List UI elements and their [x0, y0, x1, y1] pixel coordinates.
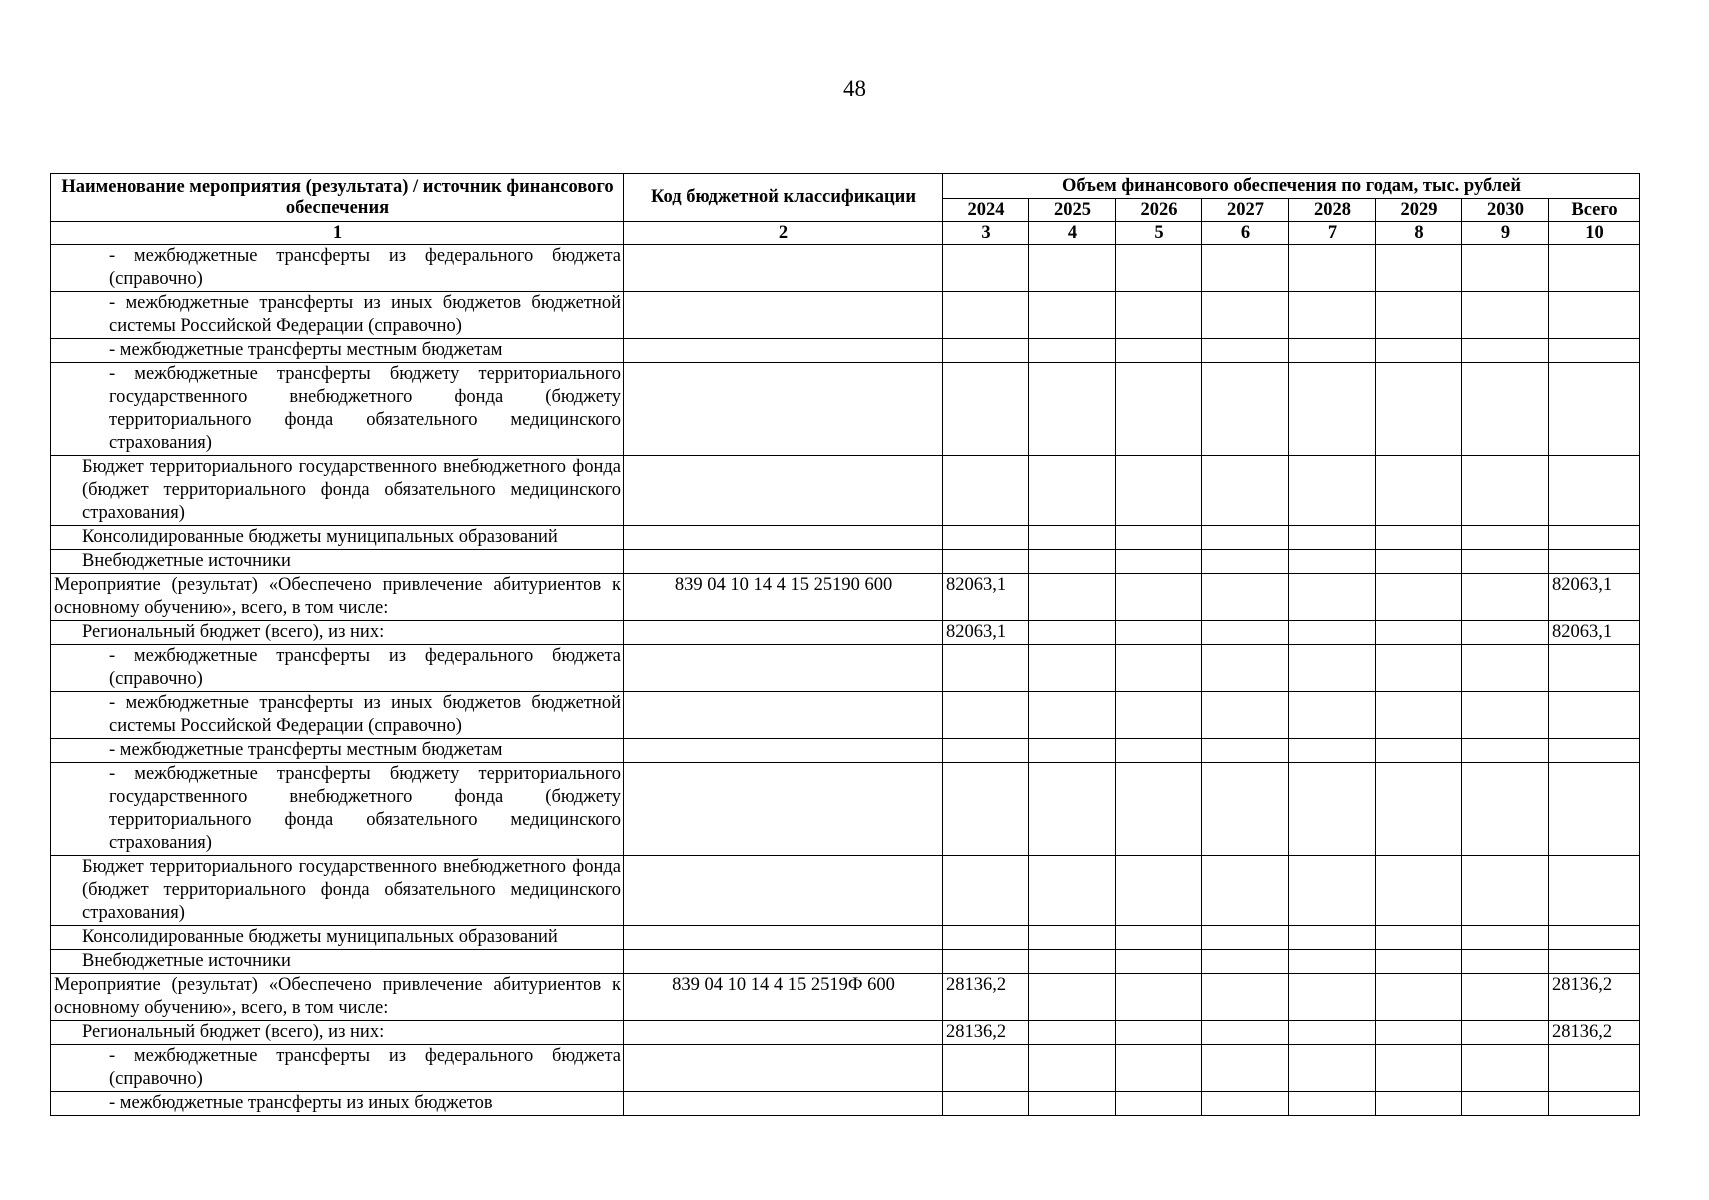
value-cell [1376, 526, 1462, 550]
value-2024 [943, 1092, 1029, 1116]
value-2024: 28136,2 [943, 974, 1029, 1021]
header-year: 2030 [1462, 199, 1549, 222]
value-cell [1289, 692, 1376, 739]
table-row [51, 926, 1640, 950]
table-row [51, 1021, 1640, 1045]
value-cell [1376, 856, 1462, 926]
budget-code [624, 645, 943, 692]
value-cell [1202, 456, 1289, 526]
value-cell [1289, 926, 1376, 950]
value-cell [1376, 550, 1462, 574]
value-cell [1202, 856, 1289, 926]
value-cell [1029, 621, 1116, 645]
value-cell [1462, 763, 1549, 856]
header-year: 2028 [1289, 199, 1376, 222]
table-row [51, 339, 1640, 363]
table-row [51, 856, 1640, 926]
value-cell [1462, 621, 1549, 645]
row-label: Мероприятие (результат) «Обеспечено привлечение абитуриентов к основному обучению», всего, в том числе: [51, 574, 624, 621]
value-2024 [943, 245, 1029, 292]
value-total [1549, 739, 1640, 763]
value-total [1549, 1045, 1640, 1092]
value-2024 [943, 950, 1029, 974]
budget-code [624, 621, 943, 645]
budget-code [624, 1045, 943, 1092]
value-2024: 82063,1 [943, 621, 1029, 645]
row-label: - межбюджетные трансферты из иных бюджетов бюджетной системы Российской Федерации (справочно) [51, 292, 624, 339]
budget-code [624, 363, 943, 456]
value-cell [1116, 292, 1202, 339]
value-cell [1202, 926, 1289, 950]
value-2024 [943, 645, 1029, 692]
value-cell [1116, 1045, 1202, 1092]
budget-code [624, 550, 943, 574]
value-cell [1462, 1021, 1549, 1045]
value-cell [1376, 645, 1462, 692]
budget-code [624, 856, 943, 926]
table-row [51, 245, 1640, 292]
value-cell [1202, 739, 1289, 763]
header-year: 2029 [1376, 199, 1462, 222]
budget-code [624, 739, 943, 763]
budget-code [624, 526, 943, 550]
header-name: Наименование мероприятия (результата) / источник финансового обеспечения [51, 174, 624, 222]
column-number: 8 [1376, 222, 1462, 245]
value-cell [1289, 339, 1376, 363]
row-label: - межбюджетные трансферты из иных бюджетов [51, 1092, 624, 1116]
row-label: Мероприятие (результат) «Обеспечено привлечение абитуриентов к основному обучению», всего, в том числе: [51, 974, 624, 1021]
value-cell [1116, 856, 1202, 926]
value-total [1549, 456, 1640, 526]
value-total: 28136,2 [1549, 974, 1640, 1021]
value-cell [1116, 526, 1202, 550]
budget-code [624, 950, 943, 974]
budget-code [624, 339, 943, 363]
value-cell [1289, 526, 1376, 550]
value-total [1549, 926, 1640, 950]
value-cell [1029, 1021, 1116, 1045]
value-2024 [943, 739, 1029, 763]
value-total [1549, 763, 1640, 856]
row-label: Консолидированные бюджеты муниципальных образований [51, 526, 624, 550]
table-row [51, 974, 1640, 1021]
value-total [1549, 550, 1640, 574]
value-2024 [943, 856, 1029, 926]
value-total [1549, 339, 1640, 363]
value-cell [1376, 574, 1462, 621]
value-cell [1116, 621, 1202, 645]
table-row [51, 692, 1640, 739]
value-cell [1289, 950, 1376, 974]
value-total: 28136,2 [1549, 1021, 1640, 1045]
value-cell [1462, 339, 1549, 363]
value-cell [1029, 1092, 1116, 1116]
column-number: 6 [1202, 222, 1289, 245]
value-cell [1289, 974, 1376, 1021]
value-cell [1116, 1092, 1202, 1116]
table-row [51, 1092, 1640, 1116]
value-cell [1462, 739, 1549, 763]
budget-code: 839 04 10 14 4 15 2519Ф 600 [624, 974, 943, 1021]
budget-code [624, 292, 943, 339]
value-cell [1029, 856, 1116, 926]
row-label: Консолидированные бюджеты муниципальных образований [51, 926, 624, 950]
value-cell [1289, 645, 1376, 692]
value-cell [1376, 456, 1462, 526]
value-total [1549, 692, 1640, 739]
value-cell [1462, 1045, 1549, 1092]
table-row [51, 574, 1640, 621]
value-cell [1202, 363, 1289, 456]
value-cell [1376, 1045, 1462, 1092]
budget-code: 839 04 10 14 4 15 25190 600 [624, 574, 943, 621]
table-row [51, 621, 1640, 645]
row-label: Бюджет территориального государственного внебюджетного фонда (бюджет территориального фонда обязательного медицинского страхования) [51, 456, 624, 526]
value-cell [1029, 692, 1116, 739]
value-cell [1462, 550, 1549, 574]
value-cell [1029, 739, 1116, 763]
value-cell [1289, 1092, 1376, 1116]
table-row [51, 950, 1640, 974]
table-row [51, 363, 1640, 456]
value-cell [1202, 692, 1289, 739]
table-row [51, 1045, 1640, 1092]
value-total [1549, 950, 1640, 974]
value-2024 [943, 339, 1029, 363]
value-cell [1116, 974, 1202, 1021]
table-row [51, 645, 1640, 692]
row-label: - межбюджетные трансферты из федерального бюджета (справочно) [51, 1045, 624, 1092]
value-total: 82063,1 [1549, 621, 1640, 645]
value-cell [1289, 1045, 1376, 1092]
value-cell [1029, 645, 1116, 692]
header-year: 2025 [1029, 199, 1116, 222]
value-cell [1289, 245, 1376, 292]
value-cell [1029, 456, 1116, 526]
column-number: 10 [1549, 222, 1640, 245]
value-cell [1202, 550, 1289, 574]
value-cell [1202, 526, 1289, 550]
value-cell [1029, 950, 1116, 974]
row-label: Региональный бюджет (всего), из них: [51, 1021, 624, 1045]
value-2024 [943, 1045, 1029, 1092]
value-cell [1462, 292, 1549, 339]
value-cell [1202, 574, 1289, 621]
value-cell [1376, 950, 1462, 974]
value-cell [1029, 245, 1116, 292]
value-cell [1116, 926, 1202, 950]
value-cell [1202, 974, 1289, 1021]
value-cell [1376, 974, 1462, 1021]
value-cell [1202, 292, 1289, 339]
value-cell [1462, 574, 1549, 621]
table-row [51, 456, 1640, 526]
value-cell [1029, 1045, 1116, 1092]
value-cell [1376, 292, 1462, 339]
value-cell [1202, 763, 1289, 856]
value-cell [1029, 526, 1116, 550]
column-number: 2 [624, 222, 943, 245]
row-label: - межбюджетные трансферты из федерального бюджета (справочно) [51, 645, 624, 692]
value-cell [1116, 339, 1202, 363]
budget-code [624, 692, 943, 739]
value-cell [1116, 245, 1202, 292]
value-2024 [943, 550, 1029, 574]
header-code: Код бюджетной классификации [624, 174, 943, 222]
value-cell [1289, 1021, 1376, 1045]
value-cell [1116, 950, 1202, 974]
value-cell [1462, 1092, 1549, 1116]
value-cell [1376, 763, 1462, 856]
value-2024 [943, 526, 1029, 550]
budget-code [624, 1092, 943, 1116]
header-total: Всего [1549, 199, 1640, 222]
value-cell [1289, 621, 1376, 645]
value-cell [1029, 974, 1116, 1021]
row-label: - межбюджетные трансферты местным бюджетам [51, 339, 624, 363]
budget-code [624, 763, 943, 856]
value-cell [1462, 926, 1549, 950]
value-2024 [943, 763, 1029, 856]
value-cell [1116, 363, 1202, 456]
column-number: 1 [51, 222, 624, 245]
value-cell [1376, 363, 1462, 456]
value-cell [1289, 763, 1376, 856]
value-cell [1202, 245, 1289, 292]
budget-code [624, 926, 943, 950]
value-total [1549, 363, 1640, 456]
value-cell [1462, 363, 1549, 456]
value-2024 [943, 692, 1029, 739]
value-total [1549, 856, 1640, 926]
value-cell [1462, 692, 1549, 739]
value-cell [1202, 1021, 1289, 1045]
value-cell [1029, 574, 1116, 621]
value-2024 [943, 292, 1029, 339]
budget-code [624, 456, 943, 526]
table-row [51, 763, 1640, 856]
header-year: 2027 [1202, 199, 1289, 222]
value-cell [1376, 926, 1462, 950]
row-label: - межбюджетные трансферты бюджету территориального государственного внебюджетного фонда (бюджету территориального фонда обязательного медицинского страхования) [51, 363, 624, 456]
value-cell [1289, 739, 1376, 763]
page-number: 48 [843, 76, 866, 101]
value-cell [1289, 856, 1376, 926]
value-2024 [943, 926, 1029, 950]
value-total [1549, 245, 1640, 292]
value-cell [1029, 550, 1116, 574]
row-label: - межбюджетные трансферты местным бюджетам [51, 739, 624, 763]
table-body [51, 245, 1640, 1116]
value-cell [1289, 550, 1376, 574]
value-cell [1029, 363, 1116, 456]
value-total [1549, 292, 1640, 339]
value-total [1549, 645, 1640, 692]
budget-code [624, 245, 943, 292]
value-cell [1289, 292, 1376, 339]
value-cell [1376, 692, 1462, 739]
value-cell [1289, 456, 1376, 526]
value-cell [1116, 1021, 1202, 1045]
value-total [1549, 1092, 1640, 1116]
header-year: 2026 [1116, 199, 1202, 222]
value-cell [1202, 950, 1289, 974]
value-cell [1116, 692, 1202, 739]
budget-table [50, 173, 1640, 1116]
value-total: 82063,1 [1549, 574, 1640, 621]
table-row [51, 550, 1640, 574]
header-year: 2024 [943, 199, 1029, 222]
value-cell [1029, 763, 1116, 856]
column-number: 9 [1462, 222, 1549, 245]
value-2024 [943, 456, 1029, 526]
value-cell [1376, 1092, 1462, 1116]
row-label: - межбюджетные трансферты из федерального бюджета (справочно) [51, 245, 624, 292]
value-cell [1202, 645, 1289, 692]
value-cell [1289, 574, 1376, 621]
value-2024: 82063,1 [943, 574, 1029, 621]
value-cell [1462, 974, 1549, 1021]
header-volume: Объем финансового обеспечения по годам, тыс. рублей [943, 174, 1640, 199]
value-2024 [943, 363, 1029, 456]
row-label: Бюджет территориального государственного внебюджетного фонда (бюджет территориального фонда обязательного медицинского страхования) [51, 856, 624, 926]
value-cell [1116, 645, 1202, 692]
value-cell [1029, 292, 1116, 339]
value-cell [1202, 1092, 1289, 1116]
column-number: 3 [943, 222, 1029, 245]
row-label: - межбюджетные трансферты из иных бюджетов бюджетной системы Российской Федерации (справочно) [51, 692, 624, 739]
value-cell [1116, 763, 1202, 856]
table-row [51, 526, 1640, 550]
value-cell [1462, 526, 1549, 550]
value-cell [1376, 1021, 1462, 1045]
value-cell [1202, 339, 1289, 363]
value-cell [1116, 574, 1202, 621]
value-cell [1116, 739, 1202, 763]
value-cell [1116, 550, 1202, 574]
value-2024: 28136,2 [943, 1021, 1029, 1045]
value-cell [1376, 621, 1462, 645]
row-label: Внебюджетные источники [51, 550, 624, 574]
row-label: Региональный бюджет (всего), из них: [51, 621, 624, 645]
table-row [51, 739, 1640, 763]
value-cell [1116, 456, 1202, 526]
value-cell [1462, 856, 1549, 926]
value-cell [1376, 339, 1462, 363]
row-label: Внебюджетные источники [51, 950, 624, 974]
value-cell [1029, 926, 1116, 950]
column-number: 7 [1289, 222, 1376, 245]
value-cell [1462, 456, 1549, 526]
value-cell [1202, 1045, 1289, 1092]
column-number: 5 [1116, 222, 1202, 245]
budget-code [624, 1021, 943, 1045]
column-number: 4 [1029, 222, 1116, 245]
value-cell [1462, 950, 1549, 974]
value-cell [1202, 621, 1289, 645]
row-label: - межбюджетные трансферты бюджету территориального государственного внебюджетного фонда (бюджету территориального фонда обязательного медицинского страхования) [51, 763, 624, 856]
value-cell [1029, 339, 1116, 363]
value-cell [1376, 245, 1462, 292]
value-cell [1462, 645, 1549, 692]
value-total [1549, 526, 1640, 550]
table-row [51, 292, 1640, 339]
value-cell [1376, 739, 1462, 763]
value-cell [1462, 245, 1549, 292]
value-cell [1289, 363, 1376, 456]
